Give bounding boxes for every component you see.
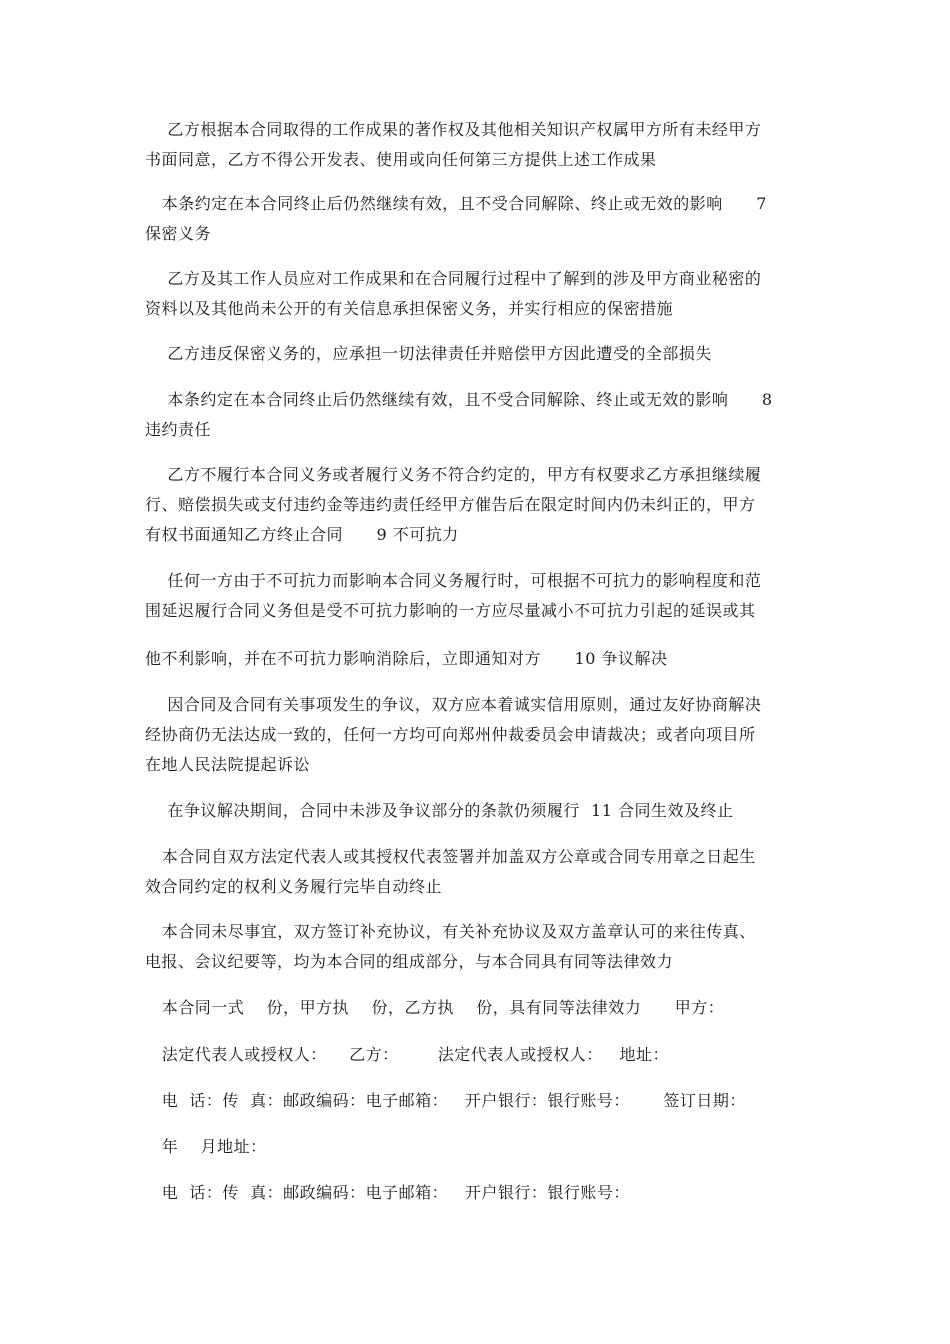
text-line: 乙方根据本合同取得的工作成果的著作权及其他相关知识产权属甲方所有未经甲方 xyxy=(145,120,762,139)
text-line: 违约责任 xyxy=(145,420,212,439)
text-line: 电报、会议纪要等，均为本合同的组成部分，与本合同具有同等法律效力 xyxy=(145,952,674,971)
paragraph-clause-7-heading xyxy=(145,189,815,249)
paragraph-clause-10-heading xyxy=(145,644,815,674)
text-line: 本条约定在本合同终止后仍然继续有效，且不受合同解除、终止或无效的影响 8 xyxy=(145,390,773,409)
text-line: 乙方违反保密义务的，应承担一切法律责任并赔偿甲方因此遭受的全部损失 xyxy=(145,344,712,363)
text-line: 书面同意，乙方不得公开发表、使用或向任何第三方提供上述工作成果 xyxy=(145,150,657,169)
text-line: 本合同一式 份，甲方执 份，乙方执 份，具有同等法律效力 甲方： xyxy=(145,998,725,1017)
text-line: 本合同未尽事宜，双方签订补充协议，有关补充协议及双方盖章认可的来往传真、 xyxy=(145,922,756,941)
paragraph-default xyxy=(145,460,815,550)
signature-date-address-line xyxy=(145,1132,815,1162)
text-line: 电 话：传 真：邮政编码：电子邮箱： 开户银行：银行账号： xyxy=(145,1183,630,1202)
text-line: 乙方及其工作人员应对工作成果和在合同履行过程中了解到的涉及甲方商业秘密的 xyxy=(145,269,762,288)
text-line: 在争议解决期间，合同中未涉及争议部分的条款仍须履行 11 合同生效及终止 xyxy=(145,801,734,820)
text-line: 在地人民法院提起诉讼 xyxy=(145,755,311,774)
paragraph-supplement xyxy=(145,917,815,977)
paragraph-copies xyxy=(145,993,815,1023)
text-line: 本条约定在本合同终止后仍然继续有效，且不受合同解除、终止或无效的影响 7 xyxy=(145,194,767,213)
signature-contact-line-1 xyxy=(145,1086,815,1116)
text-line: 法定代表人或授权人： 乙方： 法定代表人或授权人： 地址： xyxy=(145,1045,669,1064)
text-line: 行、赔偿损失或支付违约金等违约责任经甲方催告后在限定时间内仍未纠正的，甲方 xyxy=(145,495,756,514)
text-line: 任何一方由于不可抗力而影响本合同义务履行时，可根据不可抗力的影响程度和范 xyxy=(145,571,762,590)
text-line: 电 话：传 真：邮政编码：电子邮箱： 开户银行：银行账号： 签订日期： xyxy=(145,1091,746,1110)
paragraph-effectiveness xyxy=(145,842,815,902)
text-line: 本合同自双方法定代表人或其授权代表签署并加盖双方公章或合同专用章之日起生 xyxy=(145,847,756,866)
text-line: 经协商仍无法达成一致的，任何一方均可向郑州仲裁委员会申请裁决；或者向项目所 xyxy=(145,725,756,744)
signature-contact-line-2 xyxy=(145,1178,815,1208)
paragraph-clause-11-heading xyxy=(145,796,815,826)
text-line: 效合同约定的权利义务履行完毕自动终止 xyxy=(145,877,443,896)
paragraph-dispute xyxy=(145,690,815,780)
text-line: 年 月地址： xyxy=(145,1137,267,1156)
paragraph-confidentiality xyxy=(145,264,815,324)
paragraph-clause-8-heading xyxy=(145,385,815,445)
text-line: 保密义务 xyxy=(145,224,212,243)
text-line: 资料以及其他尚未公开的有关信息承担保密义务，并实行相应的保密措施 xyxy=(145,299,674,318)
paragraph-breach-liability xyxy=(145,339,815,369)
text-line: 因合同及合同有关事项发生的争议，双方应本着诚实信用原则，通过友好协商解决 xyxy=(145,695,762,714)
text-line: 他不利影响，并在不可抗力影响消除后，立即通知对方 10 争议解决 xyxy=(145,649,668,668)
text-line: 有权书面通知乙方终止合同 9 不可抗力 xyxy=(145,525,459,544)
text-line: 乙方不履行本合同义务或者履行义务不符合约定的，甲方有权要求乙方承担继续履 xyxy=(145,465,762,484)
paragraph-ip-ownership xyxy=(145,115,815,175)
paragraph-force-majeure xyxy=(145,566,815,626)
text-line: 围延迟履行合同义务但是受不可抗力影响的一方应尽量减小不可抗力引起的延误或其 xyxy=(145,601,756,620)
signature-party-line xyxy=(145,1040,815,1070)
